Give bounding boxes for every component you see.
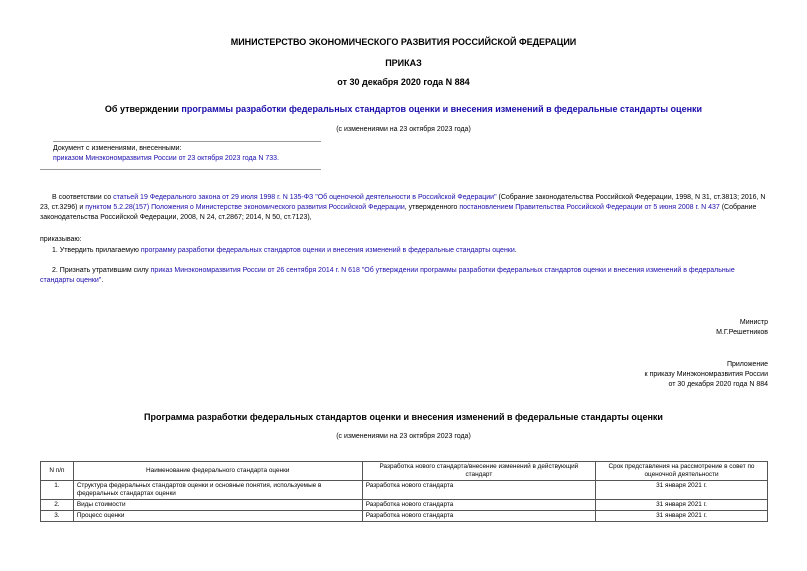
subject-prefix: Об утверждении bbox=[104, 104, 182, 114]
appendix-to-order: к приказу Минэкономразвития России bbox=[644, 371, 768, 378]
order-item-1-text: 1. Утвердить прилагаемую bbox=[52, 247, 141, 254]
order-item-1-end: . bbox=[514, 247, 517, 254]
doc-subject bbox=[0, 104, 807, 114]
signature-block bbox=[500, 318, 768, 338]
cell-standard-name: Процесс оценки bbox=[73, 511, 362, 522]
changes-box-label: Документ с изменениями, внесенными: bbox=[53, 145, 182, 152]
preamble-text-3: , утвержденного bbox=[404, 204, 460, 211]
signature-position: Министр bbox=[739, 319, 768, 326]
repealed-order-link[interactable]: приказ Минэкономразвития России от 26 сентября 2014 г. N 618 "Об утверждении программы разработки федеральных стандартов оценки и внесения изменений в федеральные стандарты оценки" bbox=[40, 267, 735, 284]
edition-note: (с изменениями на 23 октября 2023 года) bbox=[336, 126, 471, 133]
column-header-development-type: Разработка нового стандарта/внесение изменений в действующий стандарт bbox=[362, 462, 595, 481]
changes-box-top-rule bbox=[53, 141, 321, 142]
program-link[interactable]: программу разработки федеральных стандартов оценки и внесения изменений в федеральные стандарты оценки bbox=[140, 247, 515, 254]
column-header-deadline: Срок представления на рассмотрение в совет по оценочной деятельности bbox=[596, 462, 768, 481]
table-row bbox=[41, 500, 768, 511]
appendix-block bbox=[500, 360, 768, 390]
doc-type-heading: ПРИКАЗ bbox=[385, 58, 422, 68]
doc-date-number: от 30 декабря 2020 года N 884 bbox=[337, 77, 470, 87]
order-word: приказываю: bbox=[40, 236, 82, 243]
changes-box-bottom-rule bbox=[40, 169, 321, 170]
appendix-date-number: от 30 декабря 2020 года N 884 bbox=[668, 381, 768, 388]
cell-standard-name: Структура федеральных стандартов оценки и основные понятия, используемые в федеральных стандартах оценки bbox=[73, 481, 362, 500]
cell-number: 2. bbox=[41, 500, 74, 511]
cell-development-type: Разработка нового стандарта bbox=[362, 500, 595, 511]
table-header-row bbox=[41, 462, 768, 481]
column-header-number: N п/п bbox=[41, 462, 74, 481]
signature-name: М.Г.Решетников bbox=[716, 329, 768, 336]
ministry-heading: МИНИСТЕРСТВО ЭКОНОМИЧЕСКОГО РАЗВИТИЯ РОССИЙСКОЙ ФЕДЕРАЦИИ bbox=[230, 37, 577, 47]
cell-deadline: 31 января 2021 г. bbox=[596, 481, 768, 500]
preamble-text-4: (Собрание законодательства Российской Федерации, 2008, N 24, ст.2867; 2014, N 50, ст.7123), bbox=[40, 204, 757, 221]
order-item-2 bbox=[40, 266, 770, 286]
table-row bbox=[41, 511, 768, 522]
preamble-paragraph bbox=[40, 193, 770, 223]
table-row bbox=[41, 481, 768, 500]
changes-order-link[interactable]: приказом Минэкономразвития России от 23 октября 2023 года N 733. bbox=[53, 155, 280, 162]
order-item-2-end: . bbox=[101, 277, 104, 284]
program-edition-note: (с изменениями на 23 октября 2023 года) bbox=[336, 433, 471, 440]
cell-deadline: 31 января 2021 г. bbox=[596, 511, 768, 522]
government-decree-link[interactable]: постановлением Правительства Российской Федерации от 5 июня 2008 г. N 437 bbox=[459, 204, 720, 211]
column-header-standard-name: Наименование федерального стандарта оценки bbox=[73, 462, 362, 481]
cell-deadline: 31 января 2021 г. bbox=[596, 500, 768, 511]
cell-development-type: Разработка нового стандарта bbox=[362, 481, 595, 500]
cell-number: 1. bbox=[41, 481, 74, 500]
cell-development-type: Разработка нового стандарта bbox=[362, 511, 595, 522]
preamble-text-2: (Собрание законодательства Российской Федерации, 1998, N 31, ст.3813; 2016, N 23, ст.3296) и bbox=[40, 194, 766, 211]
changes-box bbox=[53, 144, 321, 164]
cell-standard-name: Виды стоимости bbox=[73, 500, 362, 511]
order-item-2-text: 2. Признать утратившим силу bbox=[52, 267, 151, 274]
regulation-clause-link[interactable]: пунктом 5.2.28(157) Положения о Министерстве экономического развития Российской Федерации bbox=[85, 204, 405, 211]
order-item-1 bbox=[40, 246, 770, 256]
program-table bbox=[40, 461, 768, 522]
appendix-label: Приложение bbox=[726, 361, 768, 368]
subject-program-link[interactable]: программы разработки федеральных стандартов оценки и внесения изменений в федеральные стандарты оценки bbox=[181, 104, 703, 114]
law-article-link[interactable]: статьей 19 Федерального закона от 29 июля 1998 г. N 135-ФЗ "Об оценочной деятельности в Российской Федерации" bbox=[113, 194, 497, 201]
program-title: Программа разработки федеральных стандартов оценки и внесения изменений в федеральные стандарты оценки bbox=[144, 412, 663, 422]
cell-number: 3. bbox=[41, 511, 74, 522]
preamble-text-1: В соответствии со bbox=[52, 194, 114, 201]
